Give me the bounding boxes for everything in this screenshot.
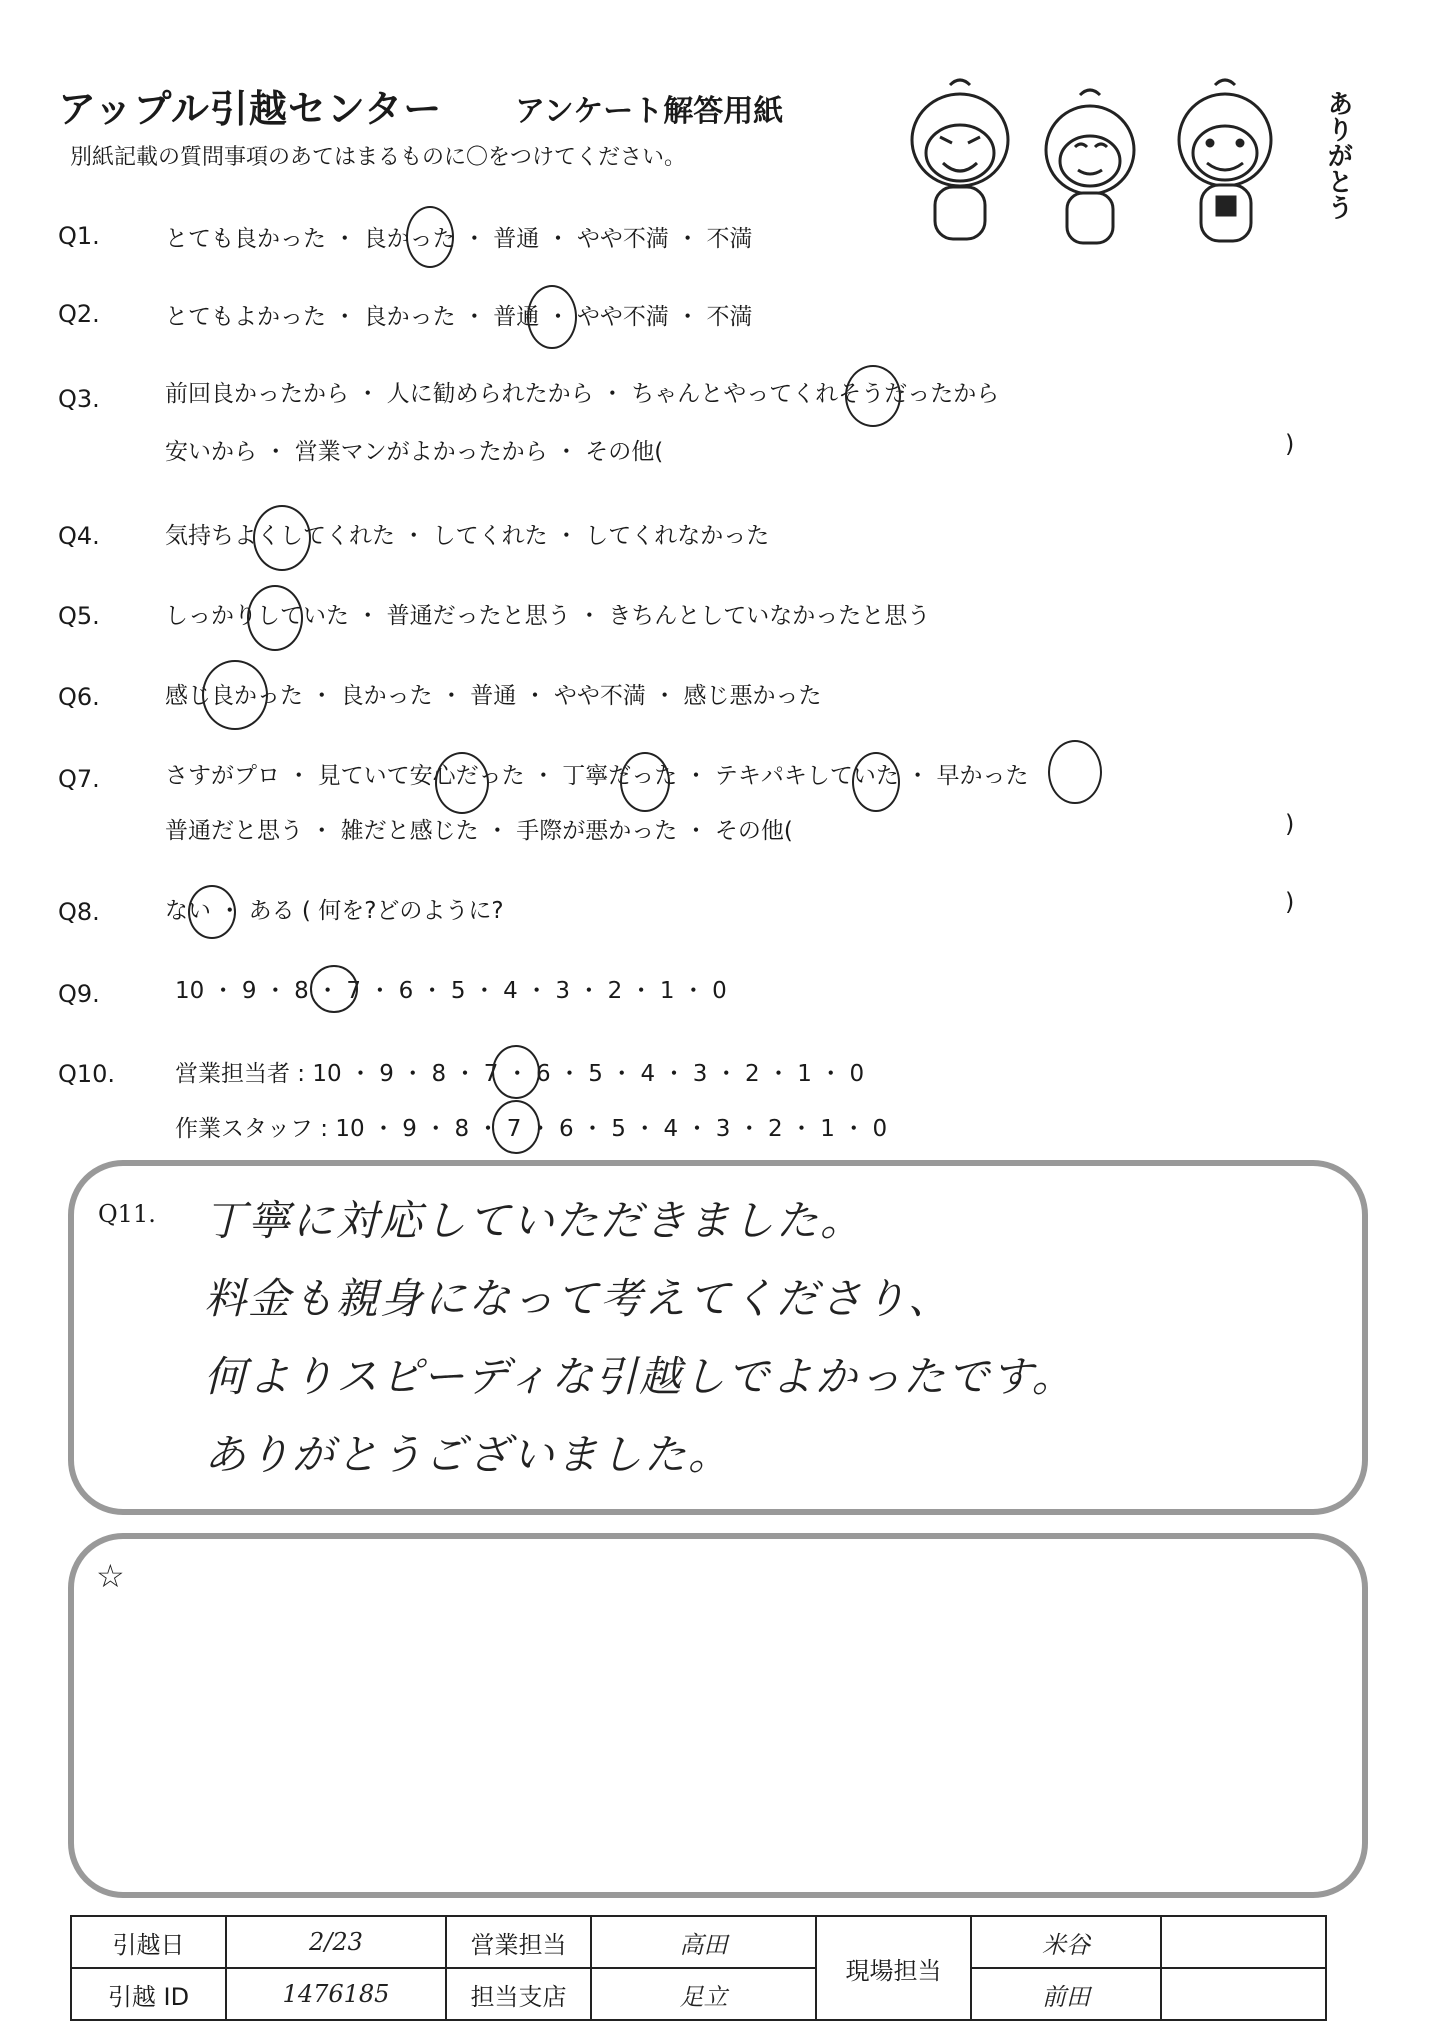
answer-circle-q8 (188, 885, 236, 939)
footer-info-table (70, 1915, 1327, 2021)
q11-answer-line-1: 丁寧に対応していただきました。 (204, 1196, 865, 1245)
sales-rep-value: 高田 (591, 1916, 816, 1968)
q7-paren-close: ) (1285, 810, 1295, 838)
company-title: アップル引越センター (58, 87, 443, 131)
q4-label: Q4. (58, 522, 100, 550)
branch-label: 担当支店 (446, 1968, 591, 2020)
q10-label: Q10. (58, 1060, 116, 1088)
site-rep-value-1: 米谷 (971, 1916, 1161, 1968)
answer-circle-q7-teinei (620, 752, 670, 812)
move-id-label: 引越 ID (71, 1968, 226, 2020)
q9-label: Q9. (58, 980, 100, 1008)
form-subtitle: アンケート解答用紙 (515, 94, 784, 129)
q5-options: しっかりしていた ・ 普通だったと思う ・ きちんとしていなかったと思う (165, 603, 931, 629)
answer-circle-q7-hayakatta (1048, 740, 1102, 804)
q3-options-line2: 安いから ・ 営業マンがよかったから ・ その他( (165, 439, 664, 465)
q10-staff-scale: 作業スタッフ : 10 ・ 9 ・ 8 ・ 7 ・ 6 ・ 5 ・ 4 ・ 3 ・ 2 ・ 1 ・ 0 (175, 1116, 888, 1142)
q4-options: 気持ちよくしてくれた ・ してくれた ・ してくれなかった (165, 523, 770, 549)
footer-empty-cell-2 (1161, 1968, 1326, 2020)
q5-label: Q5. (58, 602, 100, 630)
q7-label: Q7. (58, 765, 100, 793)
q1-label: Q1. (58, 222, 100, 250)
answer-circle-q7-anshin (435, 752, 489, 814)
q10-sales-scale: 営業担当者 : 10 ・ 9 ・ 8 ・ 7 ・ 6 ・ 5 ・ 4 ・ 3 ・ 2 ・ 1 ・ 0 (175, 1061, 865, 1087)
q8-paren-close: ) (1285, 888, 1295, 916)
instruction-text: 別紙記載の質問事項のあてはまるものに〇をつけてください。 (70, 145, 687, 170)
star-icon: ☆ (96, 1557, 125, 1595)
answer-circle-q10-staff (492, 1100, 540, 1154)
move-date-value: 2/23 (226, 1916, 446, 1968)
q8-label: Q8. (58, 898, 100, 926)
answer-circle-q7-tekipaki (852, 752, 900, 812)
q7-options-line2: 普通だと思う ・ 雑だと感じた ・ 手際が悪かった ・ その他( (165, 818, 793, 844)
q8-options: ない ・ ある ( 何を?どのように? (165, 898, 504, 924)
answer-circle-q3 (845, 365, 901, 427)
q6-label: Q6. (58, 683, 100, 711)
footer-empty-cell-1 (1161, 1916, 1326, 1968)
q11-label: Q11. (98, 1200, 156, 1228)
answer-circle-q2 (527, 285, 577, 349)
q2-options: とてもよかった ・ 良かった ・ 普通 ・ やや不満 ・ 不満 (165, 304, 753, 330)
answer-circle-q9 (310, 965, 358, 1013)
q9-scale: 10 ・ 9 ・ 8 ・ 7 ・ 6 ・ 5 ・ 4 ・ 3 ・ 2 ・ 1 ・ 0 (175, 978, 727, 1004)
site-rep-value-2: 前田 (971, 1968, 1161, 2020)
move-id-value: 1476185 (226, 1968, 446, 2020)
answer-circle-q4 (253, 505, 311, 571)
q7-options-line1: さすがプロ ・ 見ていて安心だった ・ 丁寧だった ・ テキパキしていた ・ 早かった (165, 763, 1029, 789)
answer-circle-q10-sales (492, 1045, 540, 1099)
mascot-thanks-text: ありがとう (1323, 90, 1353, 220)
q3-label: Q3. (58, 385, 100, 413)
answer-circle-q5 (247, 585, 303, 651)
q6-options: 感じ良かった ・ 良かった ・ 普通 ・ やや不満 ・ 感じ悪かった (165, 683, 822, 709)
q3-paren-close: ) (1285, 430, 1295, 458)
q3-options-line1: 前回良かったから ・ 人に勧められたから ・ ちゃんとやってくれそうだったから (165, 381, 1000, 407)
sales-rep-label: 営業担当 (446, 1916, 591, 1968)
q2-label: Q2. (58, 300, 100, 328)
q1-options: とても良かった ・ 良かった ・ 普通 ・ やや不満 ・ 不満 (165, 226, 753, 252)
branch-value: 足立 (591, 1968, 816, 2020)
q11-answer-line-4: ありがとうございました。 (204, 1430, 733, 1479)
answer-circle-q6 (202, 660, 268, 730)
move-date-label: 引越日 (71, 1916, 226, 1968)
mascot-illustration (895, 75, 1355, 255)
q11-comment-box (68, 1160, 1368, 1515)
star-comment-box (68, 1533, 1368, 1898)
q11-answer-line-3: 何よりスピーディな引越しでよかったです。 (204, 1352, 1076, 1401)
site-rep-label: 現場担当 (816, 1916, 971, 2020)
answer-circle-q1 (406, 206, 454, 268)
q11-answer-line-2: 料金も親身になって考えてくださり、 (204, 1274, 953, 1323)
